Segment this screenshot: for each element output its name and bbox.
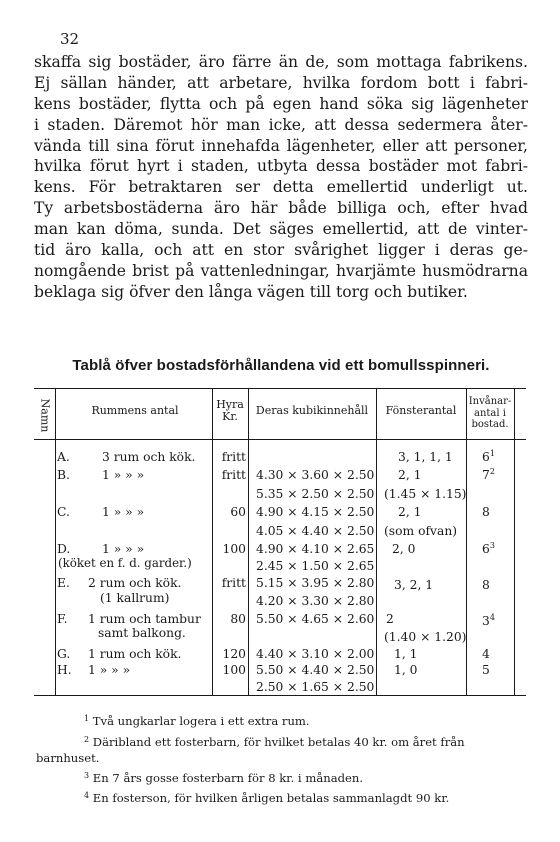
row-rum-note: samt balkong. bbox=[98, 626, 186, 640]
row-kubik: 4.30 × 3.60 × 2.50 bbox=[256, 468, 375, 482]
row-fonster: 3, 1, 1, 1 bbox=[398, 450, 453, 464]
row-rum: 1 » » » bbox=[102, 468, 145, 482]
row-invanare: $6^3$ bbox=[482, 541, 495, 556]
paragraph-line: beklaga sig öfver den långa vägen till torg och butiker. bbox=[34, 282, 468, 301]
table-header-rule bbox=[34, 439, 526, 440]
row-namn: F. bbox=[57, 612, 68, 626]
header-fonsterantal: Fönsterantal bbox=[385, 404, 457, 417]
footnote-continuation: barnhuset. bbox=[36, 751, 100, 765]
paragraph-line: hvilka förut hyrt i staden, utbyta dessa bostäder mot fabri- bbox=[34, 157, 528, 176]
paragraph-line: tid äro kalla, och att en stor svårighet ligger i deras ge- bbox=[34, 241, 528, 260]
row-kubik: 5.50 × 4.65 × 2.60 bbox=[256, 612, 375, 626]
row-invanare: $6^1$ bbox=[482, 449, 495, 464]
table-column-divider bbox=[514, 389, 515, 695]
footnote: $^3$ En 7 års gosse fosterbarn för 8 kr. i månaden. bbox=[84, 771, 364, 785]
row-namn: B. bbox=[57, 468, 70, 482]
row-hyra: fritt bbox=[221, 576, 246, 590]
row-rum-note: (köket en f. d. garder.) bbox=[58, 556, 192, 570]
paragraph-line: man kan döma, sunda. Det säges emellertid, att de vinter- bbox=[34, 220, 528, 239]
paragraph-line: skaffa sig bostäder, äro färre än de, som mottaga fabrikens. bbox=[34, 53, 528, 71]
table-column-divider bbox=[376, 389, 377, 695]
row-hyra: 60 bbox=[230, 505, 246, 519]
table-bottom-rule bbox=[34, 695, 526, 696]
header-kubikinnehall: Deras kubikinnehåll bbox=[255, 404, 369, 417]
table-column-divider bbox=[248, 389, 249, 695]
footnote: $^2$ Däribland ett fosterbarn, för hvilket betalas 40 kr. om året från bbox=[84, 735, 465, 749]
row-rum: 1 rum och kök. bbox=[88, 647, 182, 661]
header-namn: Namn bbox=[38, 398, 52, 432]
header-hyra: Hyra Kr. bbox=[216, 398, 244, 423]
body-paragraph bbox=[34, 52, 528, 303]
row-kubik: 4.40 × 3.10 × 2.00 bbox=[256, 647, 375, 661]
row-kubik: 4.20 × 3.30 × 2.80 bbox=[256, 594, 375, 608]
row-kubik: 4.90 × 4.10 × 2.65 bbox=[256, 542, 375, 556]
row-fonster: (1.45 × 1.15) bbox=[384, 487, 467, 501]
row-hyra: fritt bbox=[221, 450, 246, 464]
page-number: 32 bbox=[60, 30, 80, 48]
row-namn: D. bbox=[57, 542, 71, 556]
row-hyra: 100 bbox=[222, 663, 246, 677]
row-rum: 1 » » » bbox=[88, 663, 131, 677]
row-hyra: 80 bbox=[230, 612, 246, 626]
paragraph-line: nomgående brist på vattenledningar, hvarjämte husmödrarna bbox=[34, 261, 528, 280]
row-kubik: 4.05 × 4.40 × 2.50 bbox=[256, 524, 375, 538]
table-top-rule bbox=[34, 388, 526, 389]
row-invanare: $3^4$ bbox=[482, 613, 495, 628]
row-fonster: 3, 2, 1 bbox=[394, 578, 434, 592]
row-namn: H. bbox=[57, 663, 72, 677]
row-fonster: 1, 1 bbox=[394, 647, 418, 661]
row-kubik: 5.35 × 2.50 × 2.50 bbox=[256, 487, 375, 501]
row-fonster: 1, 0 bbox=[394, 663, 418, 677]
row-namn: G. bbox=[57, 647, 71, 661]
row-fonster: 2 bbox=[386, 612, 394, 626]
row-rum: 3 rum och kök. bbox=[102, 450, 196, 464]
row-invanare: 8 bbox=[482, 505, 490, 519]
row-kubik: 5.15 × 3.95 × 2.80 bbox=[256, 576, 375, 590]
paragraph-line: vända till sina förut innehafda lägenheter, eller att personer, bbox=[34, 136, 528, 155]
row-namn: A. bbox=[57, 450, 70, 464]
row-hyra: 120 bbox=[222, 647, 246, 661]
row-fonster: 2, 1 bbox=[398, 468, 422, 482]
row-fonster: (1.40 × 1.20) bbox=[384, 630, 467, 644]
row-namn: C. bbox=[57, 505, 70, 519]
table-title: Tablå öfver bostadsförhållandena vid ett bomullsspinneri. bbox=[72, 357, 490, 374]
paragraph-line: Ty arbetsbostäderna äro här både billiga och, efter hvad bbox=[34, 199, 528, 218]
row-hyra: fritt bbox=[221, 468, 246, 482]
row-invanare: 4 bbox=[482, 647, 490, 661]
row-fonster: (som ofvan) bbox=[384, 524, 458, 538]
header-rummens-antal: Rummens antal bbox=[91, 404, 179, 417]
row-rum: 1 » » » bbox=[102, 542, 145, 556]
row-fonster: 2, 1 bbox=[398, 505, 422, 519]
table-column-divider bbox=[466, 389, 467, 695]
footnote-ref: 2 bbox=[489, 467, 495, 476]
footnote: $^4$ En fosterson, för hvilken årligen betalas sammanlagdt 90 kr. bbox=[84, 791, 450, 805]
footnote-ref: 4 bbox=[489, 613, 495, 622]
row-invanare: 8 bbox=[482, 578, 490, 592]
row-namn: E. bbox=[57, 576, 70, 590]
table-column-divider bbox=[55, 389, 56, 695]
header-invanarantal: Invånar- antal i bostad. bbox=[468, 396, 512, 430]
paragraph-line: kens. För betraktaren ser detta emellertid underligt ut. bbox=[34, 178, 528, 197]
paragraph-line: Ej sällan händer, att arbetare, hvilka fordom bott i fabri- bbox=[34, 73, 528, 92]
row-rum: 1 rum och tambur bbox=[88, 612, 201, 626]
row-rum-note: (1 kallrum) bbox=[100, 591, 170, 605]
footnote: $^1$ Två ungkarlar logera i ett extra rum. bbox=[84, 714, 310, 728]
footnote-ref: 3 bbox=[489, 541, 495, 550]
row-kubik: 2.50 × 1.65 × 2.50 bbox=[256, 680, 375, 694]
row-kubik: 2.45 × 1.50 × 2.65 bbox=[256, 559, 375, 573]
footnote-ref: 1 bbox=[489, 449, 495, 458]
paragraph-line: i staden. Däremot hör man icke, att dessa sedermera åter- bbox=[34, 115, 528, 134]
row-invanare: 5 bbox=[482, 663, 490, 677]
paragraph-line: kens bostäder, flytta och på egen hand söka sig lägenheter bbox=[34, 94, 528, 113]
row-hyra: 100 bbox=[222, 542, 246, 556]
row-kubik: 4.90 × 4.15 × 2.50 bbox=[256, 505, 375, 519]
row-kubik: 5.50 × 4.40 × 2.50 bbox=[256, 663, 375, 677]
row-rum: 1 » » » bbox=[102, 505, 145, 519]
row-fonster: 2, 0 bbox=[392, 542, 416, 556]
row-rum: 2 rum och kök. bbox=[88, 576, 182, 590]
row-invanare: $7^2$ bbox=[482, 467, 495, 482]
